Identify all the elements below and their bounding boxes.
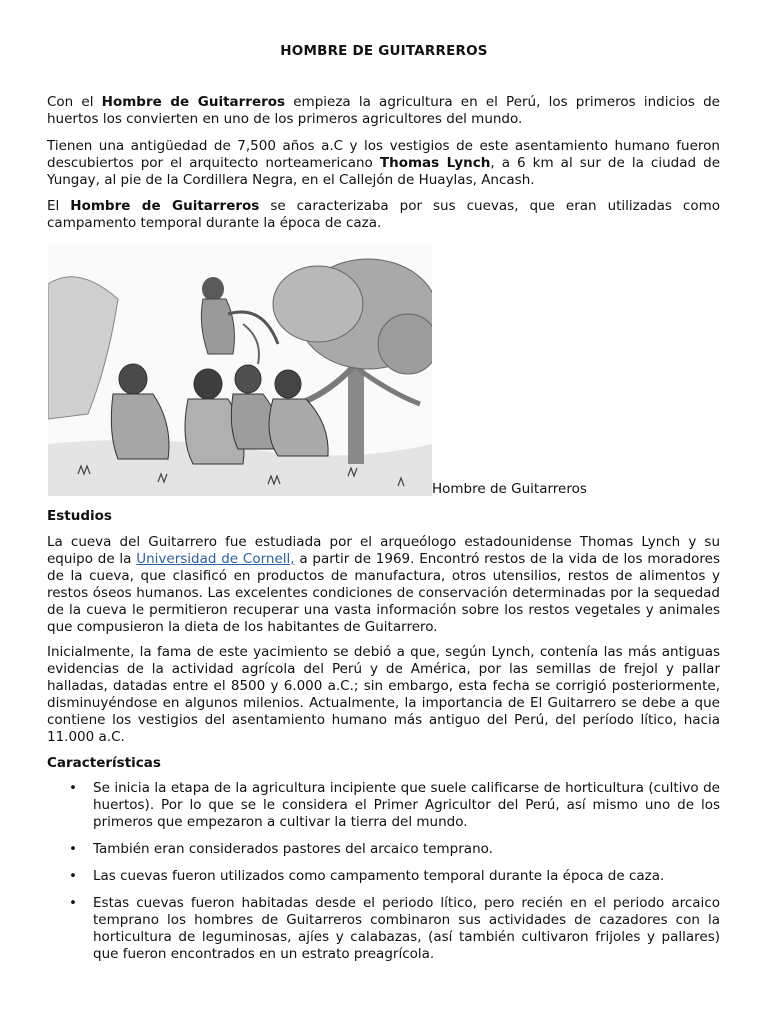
bullet-icon: •: [69, 895, 77, 911]
estudios-paragraph-1: [47, 534, 720, 636]
text: El: [47, 198, 71, 214]
list-item: [47, 868, 720, 885]
list-item-text: Las cuevas fueron utilizados como campamento temporal durante la época de caza.: [93, 868, 665, 884]
section-heading-estudios: Estudios: [47, 508, 112, 524]
text: a partir de 1969. Encontró restos de la vida de los moradores de la cueva, que clasificó en productos de manufactura, otros utensilios, restos de alimentos y restos óseos humanos. Las excelentes condiciones de conservación determinadas por la sequedad de la cueva le permitieron recuperar una vasta información sobre los restos vegetales y animales que compusieron la dieta de los habitantes de Guitarrero.: [47, 551, 720, 635]
text: , a 6 km al sur de la ciudad de Yungay, al pie de la Cordillera Negra, en el Callejón de Huaylas, Ancash.: [47, 155, 720, 188]
list-item: [47, 841, 720, 858]
text: Con el: [47, 94, 102, 110]
text: se caracterizaba por sus cuevas, que eran utilizadas como campamento temporal durante la época de caza.: [47, 198, 720, 231]
list-item: [47, 780, 720, 831]
cornell-link[interactable]: Universidad de Cornell,: [136, 551, 295, 567]
estudios-paragraph-2: Inicialmente, la fama de este yacimiento se debió a que, según Lynch, contenía las más antiguas evidencias de la actividad agrícola del Perú y de América, por las semillas de frejol y pallar halladas, datadas entre el 8500 y 6.000 a.C.; sin embargo, esta fecha se corrigió posteriormente, disminuyéndose en algunos milenios. Actualmente, la importancia de El Guitarrero se debe a que contiene los vestigios del asentamiento humano más antiguo del Perú, del período lítico, hacia 11.000 a.C.: [47, 644, 720, 745]
list-item-text: Se inicia la etapa de la agricultura incipiente que suele calificarse de horticultura (cultivo de huertos). Por lo que se le considera el Primer Agricultor del Perú, así mismo uno de los primeros que empezaron a cultivar la tierra del mundo.: [93, 780, 720, 830]
bold-term: Hombre de Guitarreros: [101, 94, 286, 110]
bullet-icon: •: [69, 841, 77, 857]
bullet-icon: •: [69, 780, 77, 796]
text: empieza la agricultura en el Perú, los primeros indicios de huertos los convierten en uno de los primeros agricultores del mundo.: [47, 94, 720, 127]
list-item-text: También eran considerados pastores del arcaico temprano.: [93, 841, 493, 857]
bold-term: Thomas Lynch: [379, 155, 491, 171]
figure-caption: Hombre de Guitarreros: [432, 481, 587, 497]
text: La cueva del Guitarrero fue estudiada por el arqueólogo estadounidense Thomas Lynch y su equipo de la: [47, 534, 720, 567]
section-heading-caracteristicas: Características: [47, 755, 161, 771]
bullet-icon: •: [69, 868, 77, 884]
caracteristicas-list: [47, 780, 720, 973]
page-title: HOMBRE DE GUITARREROS: [280, 43, 488, 59]
intro-paragraph-2: [47, 138, 720, 189]
guitarrero-illustration: [48, 244, 432, 496]
list-item-text: Estas cuevas fueron habitadas desde el periodo lítico, pero recién en el periodo arcaico temprano los hombres de Guitarreros combinaron sus actividades de cazadores con la horticultura de leguminosas, ajíes y calabazas, (así también cultivaron frijoles y pallares) que fueron encontrados en un estrato preagrícola.: [93, 895, 720, 962]
intro-paragraph-3: [47, 198, 720, 232]
illustration-image: [48, 244, 432, 496]
intro-paragraph-1: [47, 94, 720, 128]
list-item: [47, 895, 720, 963]
bold-term: Hombre de Guitarreros: [70, 198, 260, 214]
text: Tienen una antigüedad de 7,500 años a.C y los vestigios de este asentamiento humano fueron descubiertos por el arquitecto norteamericano: [47, 138, 720, 171]
